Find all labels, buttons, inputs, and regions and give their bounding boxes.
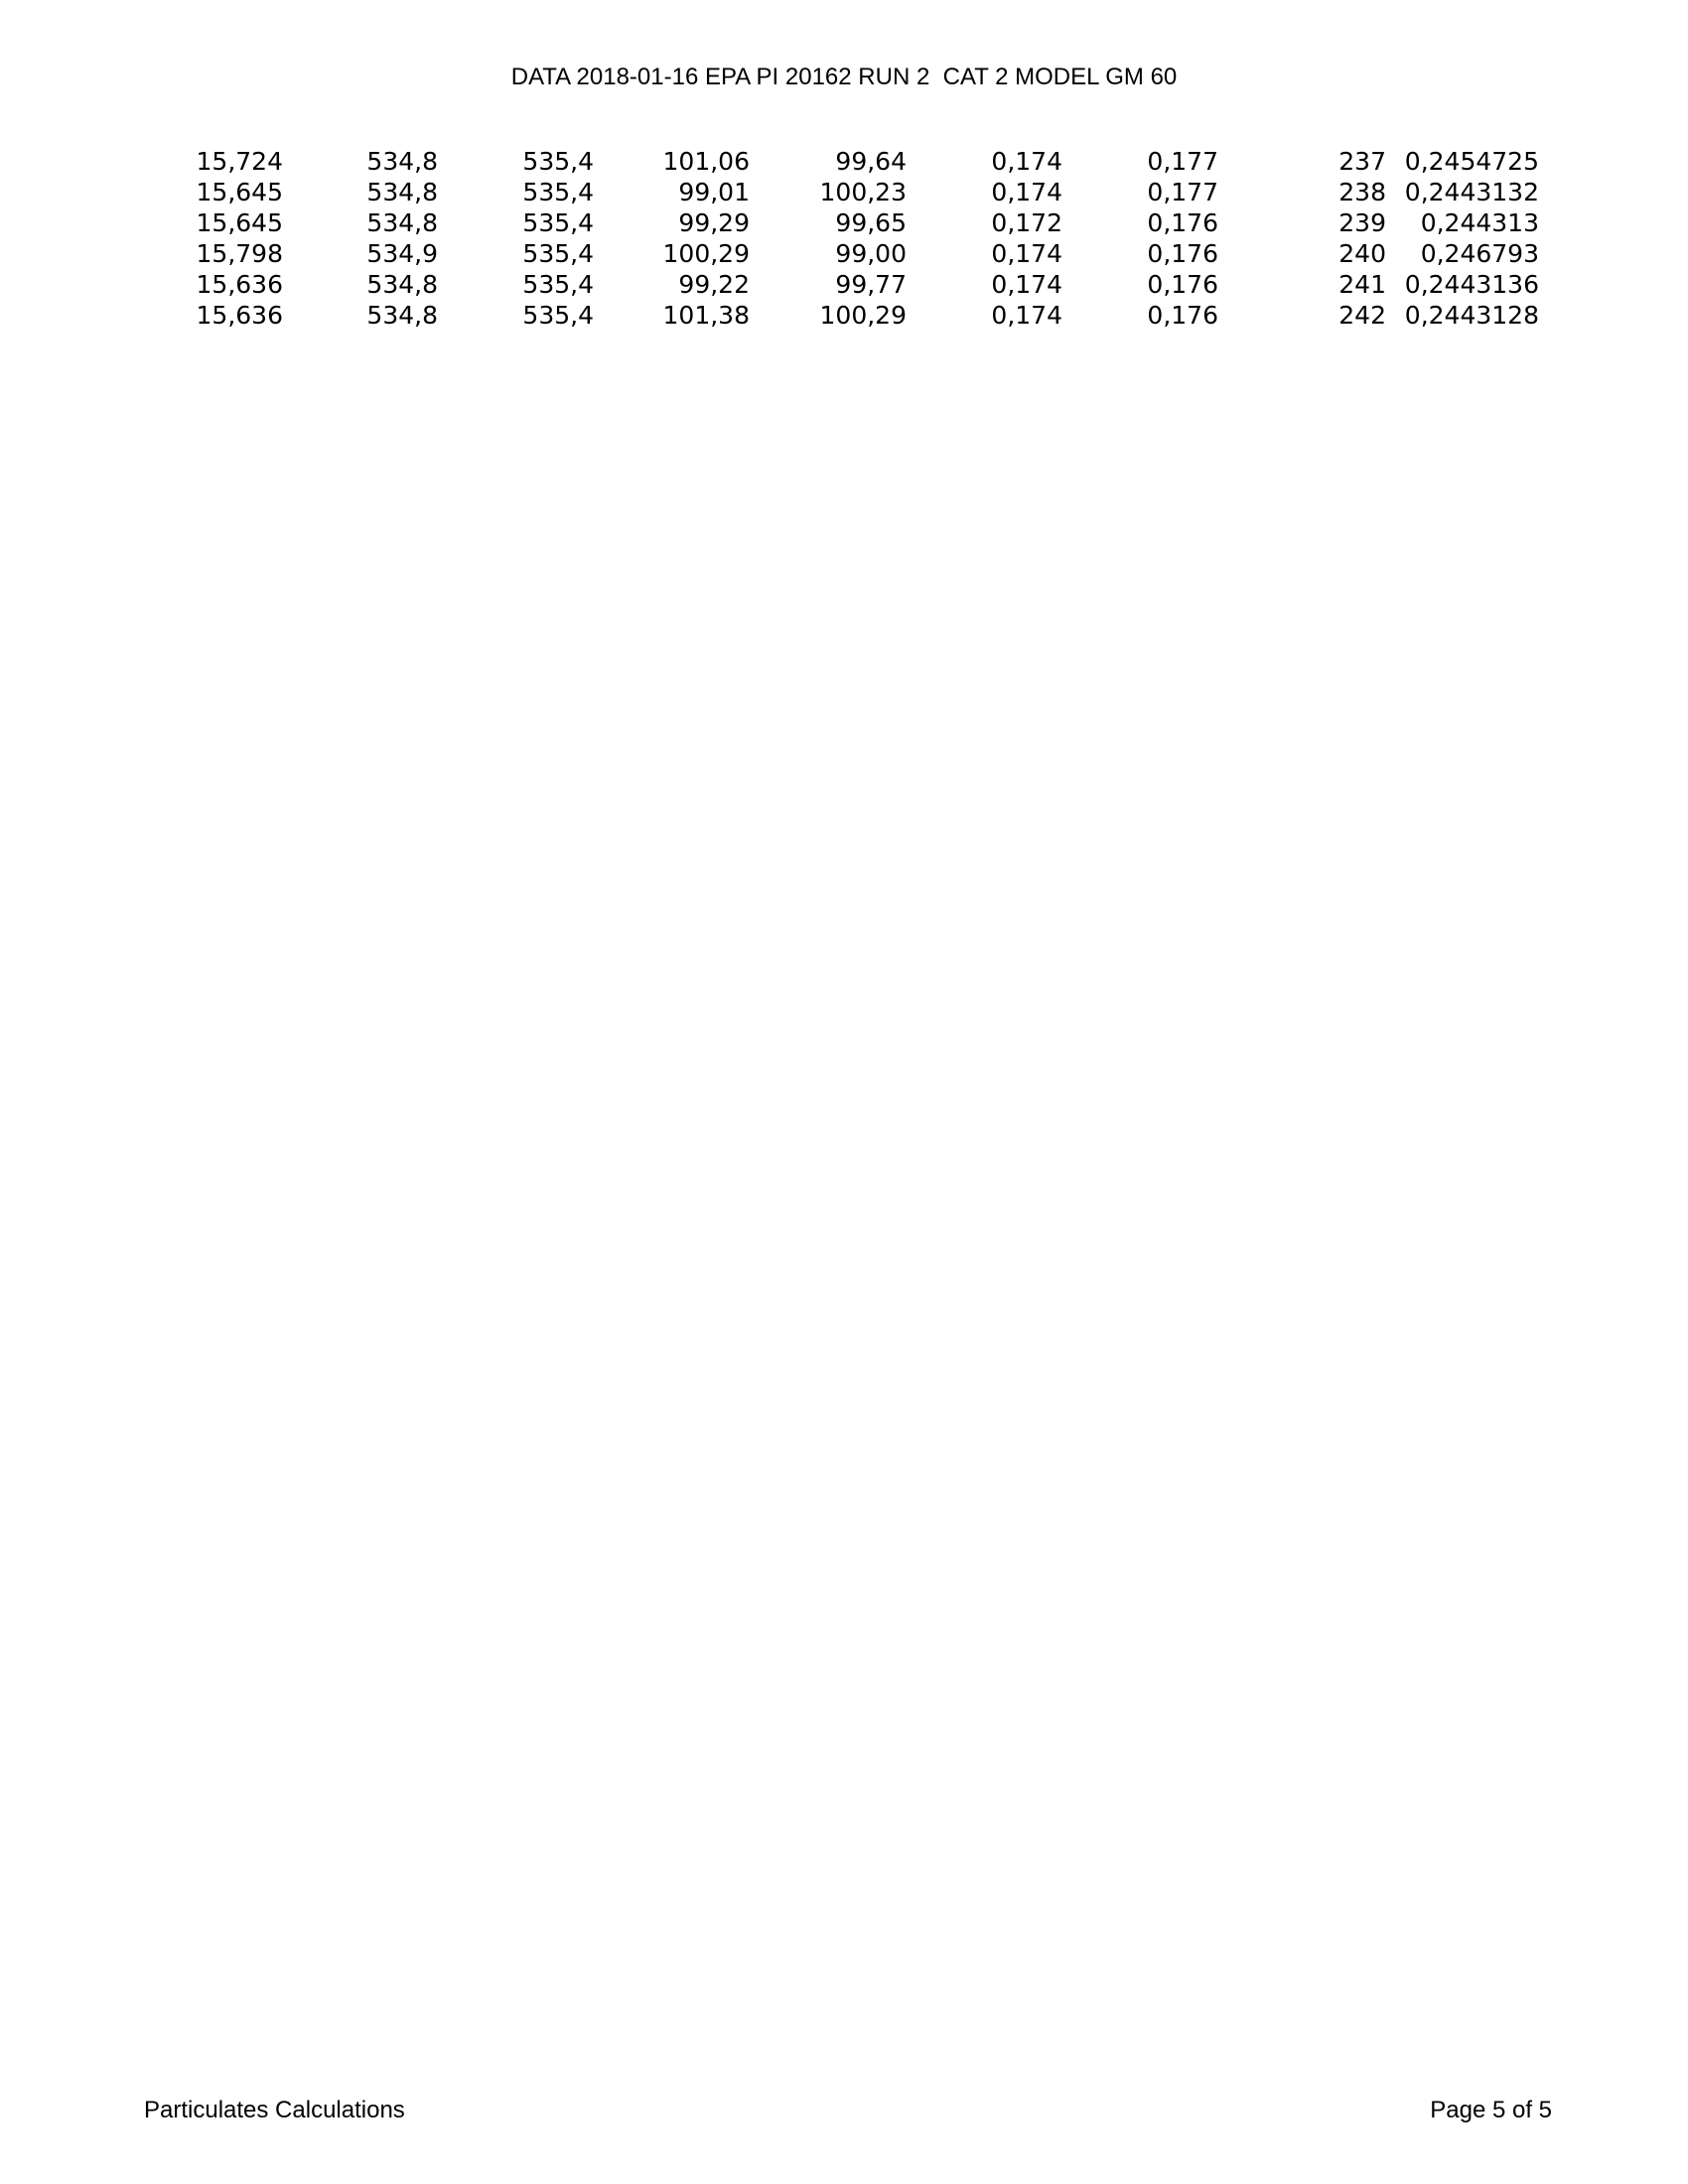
table-cell: 534,9 bbox=[366, 239, 438, 268]
table-cell: 534,8 bbox=[366, 208, 438, 237]
table-cell: 0,176 bbox=[1147, 270, 1218, 299]
table-cell: 15,636 bbox=[196, 270, 283, 299]
table-cell: 535,4 bbox=[522, 270, 594, 299]
table-cell: 0,172 bbox=[991, 208, 1062, 237]
table-cell: 237 bbox=[1338, 147, 1386, 176]
table-cell: 100,29 bbox=[662, 239, 750, 268]
table-row bbox=[0, 178, 1688, 208]
table-cell: 534,8 bbox=[366, 270, 438, 299]
table-cell: 101,06 bbox=[662, 147, 750, 176]
table-cell: 0,174 bbox=[991, 301, 1062, 330]
table-cell: 0,174 bbox=[991, 270, 1062, 299]
table-cell: 0,2443132 bbox=[1404, 178, 1539, 206]
footer-document-name: Particulates Calculations bbox=[144, 2097, 405, 2123]
table-cell: 534,8 bbox=[366, 301, 438, 330]
table-cell: 535,4 bbox=[522, 178, 594, 206]
table-cell: 535,4 bbox=[522, 208, 594, 237]
table-cell: 0,174 bbox=[991, 178, 1062, 206]
table-cell: 0,176 bbox=[1147, 208, 1218, 237]
table-cell: 99,77 bbox=[835, 270, 907, 299]
table-row bbox=[0, 270, 1688, 301]
footer-page-number: Page 5 of 5 bbox=[1430, 2097, 1552, 2123]
table-cell: 0,244313 bbox=[1420, 208, 1539, 237]
table-row bbox=[0, 208, 1688, 239]
table-cell: 0,174 bbox=[991, 239, 1062, 268]
table-cell: 0,177 bbox=[1147, 147, 1218, 176]
table-cell: 101,38 bbox=[662, 301, 750, 330]
table-cell: 0,2454725 bbox=[1404, 147, 1539, 176]
table-cell: 241 bbox=[1338, 270, 1386, 299]
table-cell: 239 bbox=[1338, 208, 1386, 237]
table-cell: 0,176 bbox=[1147, 301, 1218, 330]
table-cell: 534,8 bbox=[366, 178, 438, 206]
table-cell: 99,22 bbox=[678, 270, 750, 299]
table-cell: 534,8 bbox=[366, 147, 438, 176]
table-cell: 0,2443128 bbox=[1404, 301, 1539, 330]
table-cell: 0,246793 bbox=[1420, 239, 1539, 268]
table-cell: 100,23 bbox=[819, 178, 907, 206]
table-cell: 99,00 bbox=[835, 239, 907, 268]
table-row bbox=[0, 239, 1688, 270]
table-cell: 0,177 bbox=[1147, 178, 1218, 206]
table-cell: 535,4 bbox=[522, 239, 594, 268]
table-cell: 0,176 bbox=[1147, 239, 1218, 268]
table-cell: 99,29 bbox=[678, 208, 750, 237]
table-cell: 0,174 bbox=[991, 147, 1062, 176]
table-cell: 15,724 bbox=[196, 147, 283, 176]
table-row bbox=[0, 147, 1688, 178]
table-cell: 240 bbox=[1338, 239, 1386, 268]
table-cell: 100,29 bbox=[819, 301, 907, 330]
table-cell: 535,4 bbox=[522, 147, 594, 176]
page-title: DATA 2018-01-16 EPA PI 20162 RUN 2 CAT 2 MODEL GM 60 bbox=[510, 64, 1178, 90]
table-cell: 99,64 bbox=[835, 147, 907, 176]
table-cell: 99,01 bbox=[678, 178, 750, 206]
table-cell: 99,65 bbox=[835, 208, 907, 237]
table-cell: 535,4 bbox=[522, 301, 594, 330]
table-row bbox=[0, 301, 1688, 332]
table-cell: 242 bbox=[1338, 301, 1386, 330]
table-cell: 238 bbox=[1338, 178, 1386, 206]
table-cell: 15,636 bbox=[196, 301, 283, 330]
table-cell: 15,798 bbox=[196, 239, 283, 268]
data-table bbox=[0, 147, 1688, 332]
table-cell: 15,645 bbox=[196, 178, 283, 206]
table-cell: 15,645 bbox=[196, 208, 283, 237]
table-cell: 0,2443136 bbox=[1404, 270, 1539, 299]
